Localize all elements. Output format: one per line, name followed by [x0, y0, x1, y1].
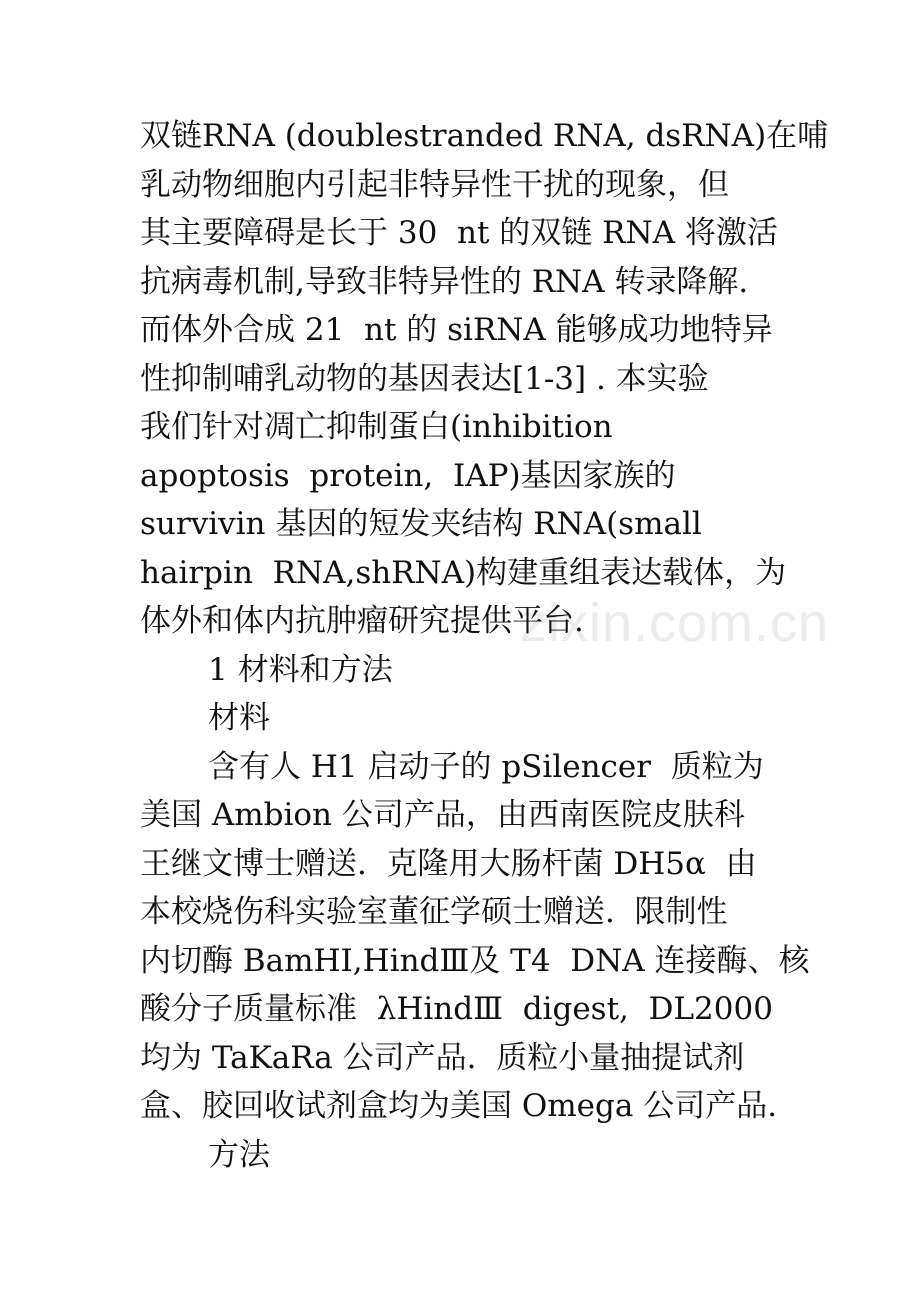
paragraph-line: 内切酶 BamHⅠ,HindⅢ及 T4 DNA 连接酶、核 [140, 942, 810, 979]
paragraph-line: 均为 TaKaRa 公司产品. 质粒小量抽提试剂 [140, 1039, 745, 1076]
subsection-heading: 方法 [208, 1136, 270, 1173]
paragraph-line: hairpin RNA,shRNA)构建重组表达载体，为 [140, 554, 787, 591]
paragraph-line: 王继文博士赠送. 克隆用大肠杆菌 DH5α 由 [140, 845, 757, 882]
paragraph-line: 其主要障碍是长于 30 nt 的双链 RNA 将激活 [140, 215, 778, 251]
paragraph-line: 酸分子质量标准 λHindⅢ digest, DL2000 [140, 991, 773, 1027]
paragraph-line: 性抑制哺乳动物的基因表达[1-3] . 本实验 [140, 360, 709, 397]
paragraph-line: 含有人 H1 启动子的 pSilencer 质粒为 [208, 748, 764, 785]
paragraph-line: 盒、胶回收试剂盒均为美国 Omega 公司产品. [140, 1088, 778, 1124]
paragraph-line: survivin 基因的短发夹结构 RNA(small [140, 506, 702, 542]
paragraph-line: 美国 Ambion 公司产品，由西南医院皮肤科 [140, 797, 745, 833]
paragraph-line: 双链RNA (doublestranded RNA, dsRNA)在哺 [140, 118, 829, 154]
paragraph-line: apoptosis protein, IAP)基因家族的 [140, 457, 676, 494]
subsection-heading: 材料 [208, 700, 270, 736]
paragraph-line: 而体外合成 21 nt 的 siRNA 能够成功地特异 [140, 312, 773, 348]
paragraph-line: 本校烧伤科实验室董征学硕士赠送. 限制性 [140, 894, 728, 930]
section-heading: 1 材料和方法 [208, 651, 393, 688]
paragraph-line: 我们针对凋亡抑制蛋白(inhibition [140, 409, 613, 445]
paragraph-line: 体外和体内抗肿瘤研究提供平台. [140, 603, 584, 639]
body-text [140, 112, 829, 1179]
paragraph-line: 抗病毒机制,导致非特异性的 RNA 转录降解. [140, 263, 749, 300]
paragraph-line: 乳动物细胞内引起非特异性干扰的现象，但 [140, 166, 729, 203]
watermark: zixin.com.cn [520, 593, 830, 653]
